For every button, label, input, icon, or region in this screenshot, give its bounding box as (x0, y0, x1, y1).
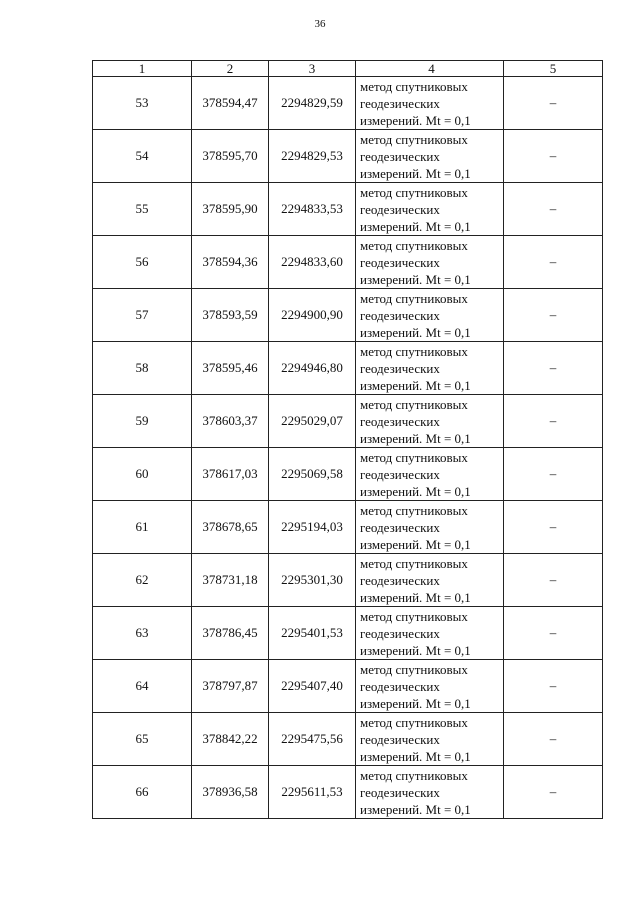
x-coordinate-cell: 378617,03 (192, 448, 269, 501)
y-coordinate-cell: 2295069,58 (269, 448, 356, 501)
method-text-line: измерений. Mt = 0,1 (360, 748, 471, 764)
y-coordinate-cell: 2294833,60 (269, 236, 356, 289)
method-text-line: метод спутниковых (360, 502, 468, 518)
note-cell: – (504, 660, 603, 713)
point-number-cell: 60 (93, 448, 192, 501)
point-number-cell: 65 (93, 713, 192, 766)
x-coordinate-cell: 378595,90 (192, 183, 269, 236)
point-number-cell: 56 (93, 236, 192, 289)
table-header-row (93, 61, 603, 77)
method-text-line: измерений. Mt = 0,1 (360, 695, 471, 711)
point-number-cell: 64 (93, 660, 192, 713)
x-coordinate-cell: 378603,37 (192, 395, 269, 448)
method-text-line: метод спутниковых (360, 767, 468, 783)
y-coordinate-cell: 2295407,40 (269, 660, 356, 713)
column-header-4: 4 (356, 61, 504, 77)
method-text-line: метод спутниковых (360, 396, 468, 412)
method-text-line: метод спутниковых (360, 237, 468, 253)
table-row (93, 713, 603, 766)
method-cell (356, 448, 504, 501)
method-text-line: измерений. Mt = 0,1 (360, 801, 471, 817)
column-header-1: 1 (93, 61, 192, 77)
table-row (93, 660, 603, 713)
x-coordinate-cell: 378842,22 (192, 713, 269, 766)
point-number-cell: 61 (93, 501, 192, 554)
y-coordinate-cell: 2295475,56 (269, 713, 356, 766)
note-cell: – (504, 183, 603, 236)
point-number-cell: 59 (93, 395, 192, 448)
method-cell (356, 183, 504, 236)
method-text-line: геодезических (360, 360, 440, 376)
table-row (93, 607, 603, 660)
x-coordinate-cell: 378594,36 (192, 236, 269, 289)
method-cell (356, 77, 504, 130)
y-coordinate-cell: 2294829,59 (269, 77, 356, 130)
method-text-line: метод спутниковых (360, 78, 468, 94)
table-row (93, 448, 603, 501)
note-cell: – (504, 236, 603, 289)
method-cell (356, 554, 504, 607)
point-number-cell: 66 (93, 766, 192, 819)
method-text-line: геодезических (360, 678, 440, 694)
table-row (93, 236, 603, 289)
method-text-line: измерений. Mt = 0,1 (360, 642, 471, 658)
method-text-line: геодезических (360, 95, 440, 111)
method-text-line: геодезических (360, 784, 440, 800)
method-cell (356, 130, 504, 183)
table-body (93, 77, 603, 819)
column-header-2: 2 (192, 61, 269, 77)
point-number-cell: 54 (93, 130, 192, 183)
note-cell: – (504, 501, 603, 554)
method-text-line: метод спутниковых (360, 661, 468, 677)
x-coordinate-cell: 378936,58 (192, 766, 269, 819)
method-text-line: геодезических (360, 625, 440, 641)
column-header-5: 5 (504, 61, 603, 77)
method-text-line: измерений. Mt = 0,1 (360, 271, 471, 287)
method-text-line: измерений. Mt = 0,1 (360, 112, 471, 128)
method-cell (356, 501, 504, 554)
method-cell (356, 342, 504, 395)
method-cell (356, 289, 504, 342)
method-text-line: метод спутниковых (360, 555, 468, 571)
x-coordinate-cell: 378786,45 (192, 607, 269, 660)
y-coordinate-cell: 2295611,53 (269, 766, 356, 819)
method-text-line: метод спутниковых (360, 290, 468, 306)
table-row (93, 554, 603, 607)
x-coordinate-cell: 378678,65 (192, 501, 269, 554)
y-coordinate-cell: 2294900,90 (269, 289, 356, 342)
note-cell: – (504, 130, 603, 183)
method-text-line: геодезических (360, 201, 440, 217)
method-text-line: метод спутниковых (360, 131, 468, 147)
method-cell (356, 395, 504, 448)
method-text-line: геодезических (360, 254, 440, 270)
method-cell (356, 236, 504, 289)
point-number-cell: 53 (93, 77, 192, 130)
coordinates-table (92, 60, 603, 819)
method-text-line: метод спутниковых (360, 184, 468, 200)
x-coordinate-cell: 378797,87 (192, 660, 269, 713)
x-coordinate-cell: 378731,18 (192, 554, 269, 607)
x-coordinate-cell: 378593,59 (192, 289, 269, 342)
method-text-line: измерений. Mt = 0,1 (360, 589, 471, 605)
table-row (93, 130, 603, 183)
note-cell: – (504, 395, 603, 448)
method-text-line: геодезических (360, 148, 440, 164)
method-text-line: метод спутниковых (360, 714, 468, 730)
note-cell: – (504, 342, 603, 395)
note-cell: – (504, 554, 603, 607)
method-text-line: геодезических (360, 307, 440, 323)
point-number-cell: 62 (93, 554, 192, 607)
method-text-line: измерений. Mt = 0,1 (360, 430, 471, 446)
point-number-cell: 55 (93, 183, 192, 236)
method-cell (356, 607, 504, 660)
method-text-line: геодезических (360, 466, 440, 482)
method-text-line: метод спутниковых (360, 608, 468, 624)
table-row (93, 395, 603, 448)
note-cell: – (504, 77, 603, 130)
y-coordinate-cell: 2295029,07 (269, 395, 356, 448)
column-header-3: 3 (269, 61, 356, 77)
table-row (93, 342, 603, 395)
y-coordinate-cell: 2295194,03 (269, 501, 356, 554)
method-cell (356, 660, 504, 713)
x-coordinate-cell: 378594,47 (192, 77, 269, 130)
note-cell: – (504, 289, 603, 342)
table-row (93, 289, 603, 342)
note-cell: – (504, 448, 603, 501)
method-text-line: измерений. Mt = 0,1 (360, 324, 471, 340)
x-coordinate-cell: 378595,70 (192, 130, 269, 183)
method-text-line: метод спутниковых (360, 343, 468, 359)
table-row (93, 183, 603, 236)
method-cell (356, 713, 504, 766)
method-text-line: геодезических (360, 413, 440, 429)
x-coordinate-cell: 378595,46 (192, 342, 269, 395)
point-number-cell: 63 (93, 607, 192, 660)
point-number-cell: 57 (93, 289, 192, 342)
y-coordinate-cell: 2295401,53 (269, 607, 356, 660)
y-coordinate-cell: 2294829,53 (269, 130, 356, 183)
y-coordinate-cell: 2294833,53 (269, 183, 356, 236)
note-cell: – (504, 766, 603, 819)
table-row (93, 77, 603, 130)
method-text-line: измерений. Mt = 0,1 (360, 483, 471, 499)
note-cell: – (504, 607, 603, 660)
method-text-line: измерений. Mt = 0,1 (360, 218, 471, 234)
y-coordinate-cell: 2294946,80 (269, 342, 356, 395)
method-cell (356, 766, 504, 819)
page-number: 36 (314, 18, 326, 30)
table-row (93, 501, 603, 554)
method-text-line: измерений. Mt = 0,1 (360, 536, 471, 552)
point-number-cell: 58 (93, 342, 192, 395)
method-text-line: метод спутниковых (360, 449, 468, 465)
y-coordinate-cell: 2295301,30 (269, 554, 356, 607)
table-row (93, 766, 603, 819)
method-text-line: измерений. Mt = 0,1 (360, 377, 471, 393)
method-text-line: геодезических (360, 519, 440, 535)
method-text-line: измерений. Mt = 0,1 (360, 165, 471, 181)
method-text-line: геодезических (360, 731, 440, 747)
note-cell: – (504, 713, 603, 766)
method-text-line: геодезических (360, 572, 440, 588)
